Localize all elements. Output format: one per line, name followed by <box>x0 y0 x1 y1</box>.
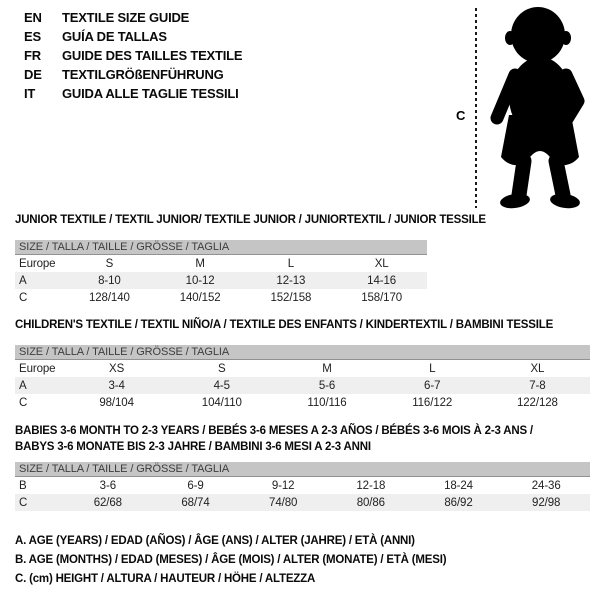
table-cell: 74/80 <box>269 496 298 509</box>
size-header-bar: SIZE / TALLA / TAILLE / GRÖSSE / TAGLIA <box>15 345 590 360</box>
table-cell: 128/140 <box>88 291 130 304</box>
height-measure-label: C <box>456 108 466 123</box>
size-header-bar: SIZE / TALLA / TAILLE / GRÖSSE / TAGLIA <box>15 240 427 255</box>
height-dashed-line <box>475 8 477 208</box>
table-cell: 80/86 <box>356 496 385 509</box>
language-row-es <box>24 27 242 46</box>
language-title: TEXTILGRÖßENFÜHRUNG <box>62 67 224 82</box>
table-cell: 7-8 <box>529 379 546 392</box>
language-title: TEXTILE SIZE GUIDE <box>62 10 190 25</box>
row-label: Europe <box>19 362 56 375</box>
row-label: A <box>19 379 27 392</box>
table-cell: 12-13 <box>276 274 306 287</box>
table-cell: M <box>195 257 205 270</box>
table-cell: 158/170 <box>361 291 403 304</box>
size-header-bar: SIZE / TALLA / TAILLE / GRÖSSE / TAGLIA <box>15 462 590 477</box>
table-cell: 122/128 <box>516 396 558 409</box>
table-cell: 18-24 <box>444 479 473 492</box>
table-cell: 104/110 <box>201 396 242 409</box>
babies-table-title <box>15 423 533 455</box>
table-row-age <box>15 272 427 289</box>
table-cell: 68/74 <box>181 496 210 509</box>
table-cell: L <box>429 362 436 375</box>
babies-size-table <box>15 462 590 511</box>
table-cell: 3-4 <box>108 379 125 392</box>
table-cell: 140/152 <box>179 291 221 304</box>
table-cell: 3-6 <box>99 479 116 492</box>
table-row-height <box>15 494 590 511</box>
language-code: FR <box>24 48 41 63</box>
table-cell: 86/92 <box>444 496 473 509</box>
row-label: C <box>19 496 28 509</box>
language-row-de <box>24 65 242 84</box>
baby-silhouette-icon <box>484 5 596 209</box>
table-row-age <box>15 377 590 394</box>
children-size-table <box>15 345 590 411</box>
table-row-europe <box>15 255 427 272</box>
table-row-height <box>15 289 427 306</box>
junior-table-title: JUNIOR TEXTILE / TEXTIL JUNIOR/ TEXTILE JUNIOR / JUNIORTEXTIL / JUNIOR TESSILE <box>15 214 486 226</box>
language-code: ES <box>24 29 41 44</box>
table-cell: XL <box>374 257 389 270</box>
language-code: DE <box>24 67 42 82</box>
legend-line-a: A. AGE (YEARS) / EDAD (AÑOS) / ÂGE (ANS) / ALTER (JAHRE) / ETÀ (ANNI) <box>15 535 415 547</box>
language-code: IT <box>24 86 36 101</box>
row-label: C <box>19 291 28 304</box>
table-cell: 116/122 <box>412 396 453 409</box>
table-cell: 6-7 <box>424 379 441 392</box>
language-title: GUÍA DE TALLAS <box>62 29 167 44</box>
table-cell: 6-9 <box>187 479 204 492</box>
legend-line-b: B. AGE (MONTHS) / EDAD (MESES) / ÂGE (MOIS) / ALTER (MONATE) / ETÀ (MESI) <box>15 554 447 566</box>
table-cell: 110/116 <box>307 396 347 409</box>
table-cell: 9-12 <box>271 479 295 492</box>
language-title: GUIDA ALLE TAGLIE TESSILI <box>62 86 239 101</box>
row-label: Europe <box>19 257 56 270</box>
table-cell: XL <box>530 362 545 375</box>
table-cell: 8-10 <box>98 274 121 287</box>
legend-line-c: C. (cm) HEIGHT / ALTURA / HAUTEUR / HÖHE / ALTEZZA <box>15 573 316 585</box>
table-cell: 4-5 <box>213 379 230 392</box>
table-cell: 92/98 <box>532 496 561 509</box>
language-row-fr <box>24 46 242 65</box>
language-list <box>24 8 242 103</box>
table-cell: L <box>287 257 295 270</box>
language-row-en <box>24 8 242 27</box>
language-row-it <box>24 84 242 103</box>
table-cell: 62/68 <box>93 496 122 509</box>
babies-title-line1: BABIES 3-6 MONTH TO 2-3 YEARS / BEBÉS 3-6 MESES A 2-3 AÑOS / BÉBÉS 3-6 MOIS À 2-3 ANS / <box>15 425 533 437</box>
table-cell: 10-12 <box>185 274 215 287</box>
table-cell: 98/104 <box>99 396 134 409</box>
table-cell: XS <box>109 362 125 375</box>
table-cell: 24-36 <box>531 479 561 492</box>
language-title: GUIDE DES TAILLES TEXTILE <box>62 48 243 63</box>
row-label: A <box>19 274 27 287</box>
row-label: C <box>19 396 28 409</box>
table-cell: M <box>322 362 332 375</box>
table-row-age-months <box>15 477 590 494</box>
children-table-title: CHILDREN'S TEXTILE / TEXTIL NIÑO/A / TEXTILE DES ENFANTS / KINDERTEXTIL / BAMBINI TESSILE <box>15 319 554 331</box>
table-cell: 14-16 <box>367 274 397 287</box>
table-cell: S <box>105 257 114 270</box>
table-row-europe <box>15 360 590 377</box>
table-row-height <box>15 394 590 411</box>
table-cell: 12-18 <box>356 479 386 492</box>
table-cell: 5-6 <box>318 379 336 392</box>
babies-title-line2: BABYS 3-6 MONATE BIS 2-3 JAHRE / BAMBINI 3-6 MESI A 2-3 ANNI <box>15 441 371 453</box>
table-cell: S <box>218 362 226 375</box>
table-cell: 152/158 <box>270 291 312 304</box>
legend <box>15 532 446 589</box>
junior-size-table <box>15 240 427 306</box>
language-code: EN <box>24 10 42 25</box>
row-label: B <box>19 479 27 492</box>
